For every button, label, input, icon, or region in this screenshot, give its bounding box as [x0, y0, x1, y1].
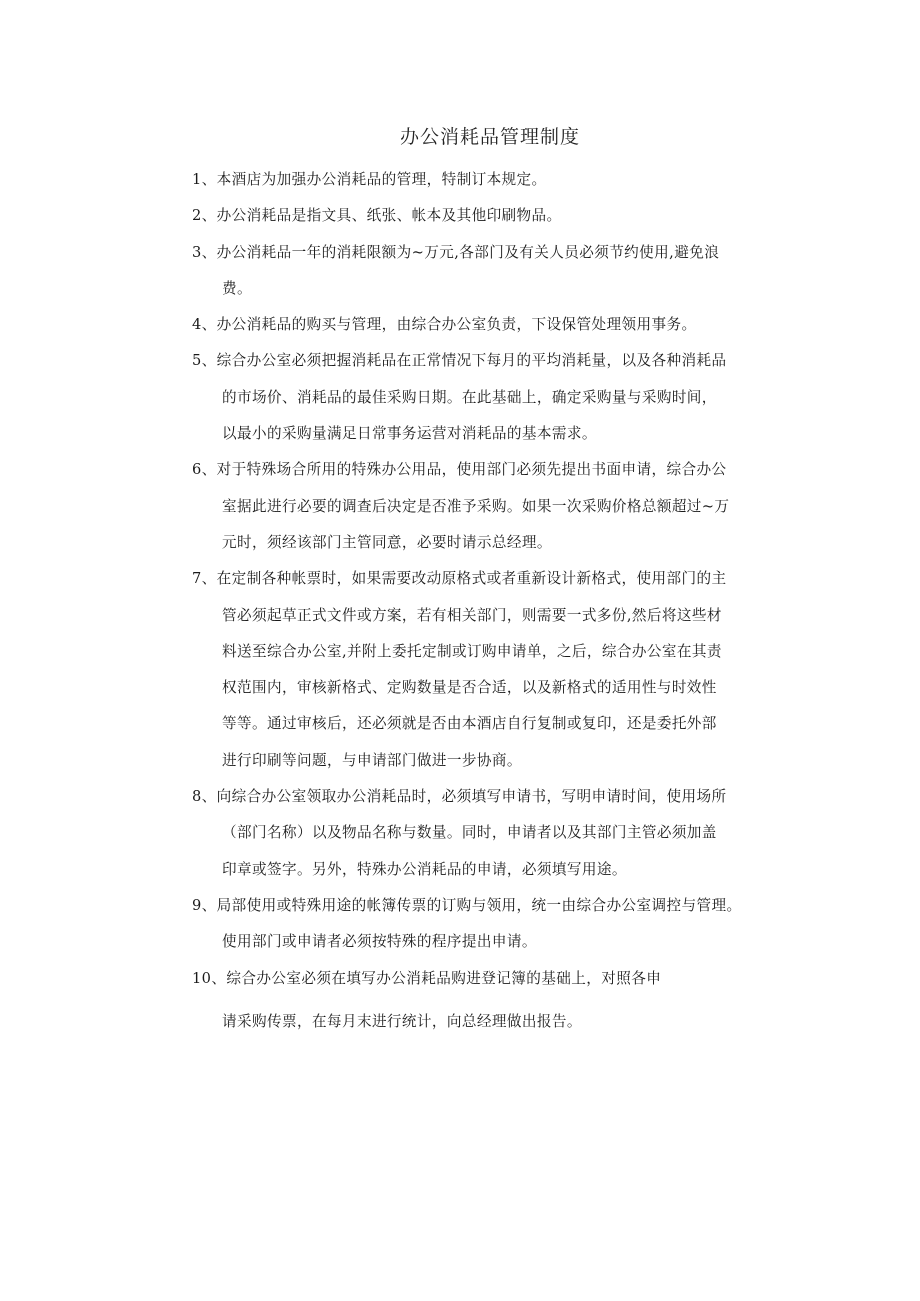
list-item: [192, 235, 792, 308]
item-line: 等等。通过审核后，还必须就是否由本酒店自行复制或复印，还是委托外部: [222, 715, 717, 733]
item-line: 5、综合办公室必须把握消耗品在正常情况下每月的平均消耗量，以及各种消耗品: [192, 352, 727, 370]
item-line: 室据此进行必要的调查后决定是否准予采购。如果一次采购价格总额超过~万: [222, 497, 730, 515]
item-line: 8、向综合办公室领取办公消耗品时，必须填写申请书，写明申请时间，使用场所: [192, 788, 727, 806]
item-line: 使用部门或申请者必须按特殊的程序提出申请。: [222, 933, 537, 951]
list-item: [192, 561, 792, 779]
list-item: [192, 198, 792, 234]
item-line: 印章或签字。另外，特殊办公消耗品的申请，必须填写用途。: [222, 860, 627, 878]
list-item: [192, 307, 792, 343]
item-line: 9、局部使用或特殊用途的帐簿传票的订购与领用，统一由综合办公室调控与管理。: [192, 896, 742, 914]
item-line: 费。: [222, 279, 252, 297]
document-title: 办公消耗品管理制度: [399, 126, 580, 148]
item-line: 10、综合办公室必须在填写办公消耗品购进登记簿的基础上，对照各申: [192, 969, 662, 987]
item-line: 料送至综合办公室,并附上委托定制或订购申请单，之后，综合办公室在其责: [222, 642, 722, 660]
item-line: 6、对于特殊场合所用的特殊办公用品，使用部门必须先提出书面申请，综合办公: [192, 461, 727, 479]
item-line: 3、办公消耗品一年的消耗限额为~万元,各部门及有关人员必须节约使用,避免浪: [192, 243, 720, 261]
list-item: [192, 888, 792, 961]
item-line: 进行印刷等问题，与申请部门做进一步协商。: [222, 751, 522, 769]
list-item: [192, 162, 792, 198]
item-line: （部门名称）以及物品名称与数量。同时，申请者以及其部门主管必须加盖: [222, 824, 717, 842]
item-line: 4、办公消耗品的购买与管理，由综合办公室负责，下设保管处理领用事务。: [192, 316, 697, 334]
list-item: [192, 452, 792, 561]
list-item: [192, 961, 792, 1047]
list-item: [192, 779, 792, 888]
item-line: 1、本酒店为加强办公消耗品的管理，特制订本规定。: [192, 171, 547, 188]
list-item: [192, 343, 792, 452]
item-line: 7、在定制各种帐票时，如果需要改动原格式或者重新设计新格式，使用部门的主: [192, 570, 727, 588]
item-line: 以最小的采购量满足日常事务运营对消耗品的基本需求。: [222, 425, 597, 443]
item-line: 2、办公消耗品是指文具、纸张、帐本及其他印刷物品。: [192, 207, 562, 225]
item-line: 的市场价、消耗品的最佳采购日期。在此基础上，确定采购量与采购时间，: [222, 388, 717, 406]
item-line: 请采购传票，在每月末进行统计，向总经理做出报告。: [222, 1012, 582, 1030]
item-line: 管必须起草正式文件或方案，若有相关部门，则需要一式多份,然后将这些材: [222, 606, 722, 624]
regulation-list: [192, 162, 792, 1047]
item-line: 权范围内，审核新格式、定购数量是否合适，以及新格式的适用性与时效性: [222, 679, 717, 697]
item-line: 元时，须经该部门主管同意，必要时请示总经理。: [222, 533, 552, 551]
